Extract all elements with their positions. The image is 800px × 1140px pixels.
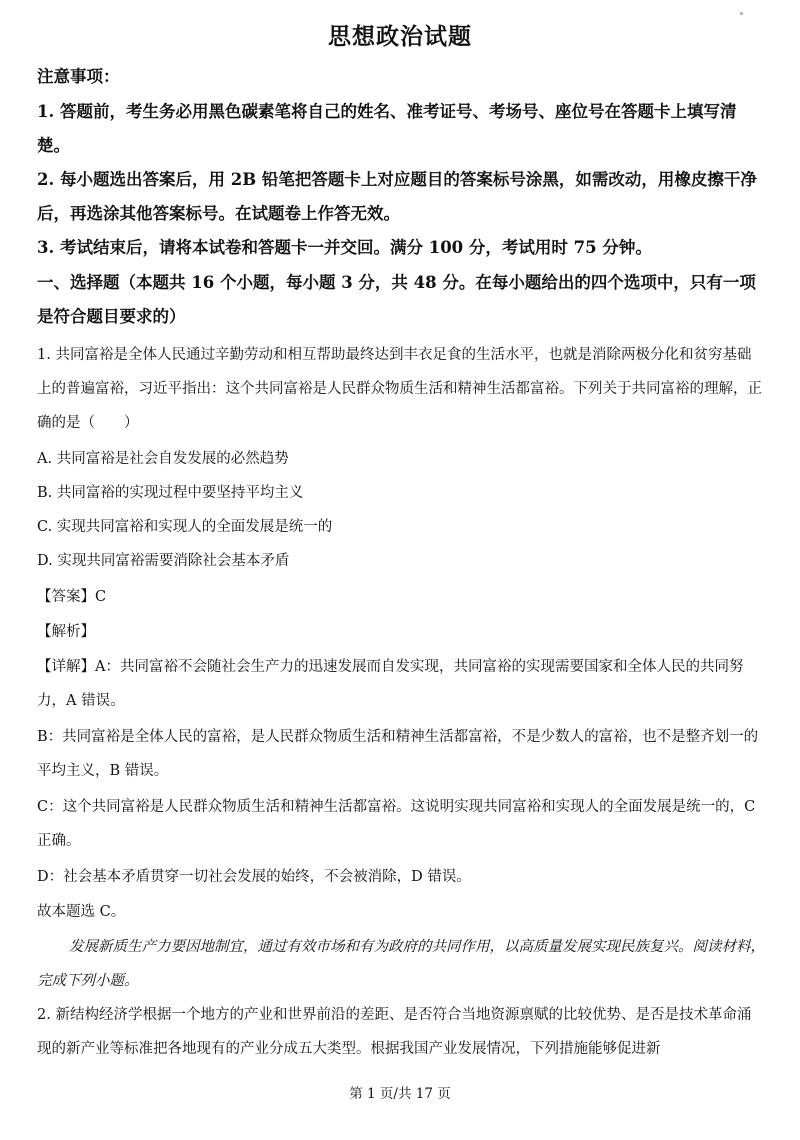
question-1-option-a: A. 共同富裕是社会自发发展的必然趋势	[37, 451, 289, 467]
question-1-detail-c: C：这个共同富裕是人民群众物质生活和精神生活都富裕。这说明实现共同富裕和实现人的全面发展是统一的，C 正确。	[37, 799, 756, 849]
notes-heading: 注意事项：	[37, 67, 120, 86]
question-1-option-d: D. 实现共同富裕需要消除社会基本矛盾	[37, 553, 290, 569]
question-1-answer: 【答案】C	[37, 589, 107, 605]
question-1-detail-a: 【详解】A：共同富裕不会随社会生产力的迅速发展而自发实现，共同富裕的实现需要国家和全体人民的共同努力，A 错误。	[37, 659, 744, 709]
question-1-detail-d: D：社会基本矛盾贯穿一切社会发展的始终，不会被消除，D 错误。	[37, 869, 471, 885]
section-heading: 一、选择题（本题共 16 个小题，每小题 3 分，共 48 分。在每小题给出的四个选项中，只有一项是符合题目要求的）	[37, 273, 756, 326]
question-1-stem: 1. 共同富裕是全体人民通过辛勤劳动和相互帮助最终达到丰衣足食的生活水平，也就是消除两极分化和贫穷基础上的普遍富裕，习近平指出：这个共同富裕是人民群众物质生活和精神生活都富裕。下列关于共同富裕的理解，正确的是（ ）	[37, 347, 762, 431]
reading-material: 发展新质生产力要因地制宜，通过有效市场和有为政府的共同作用，以高质量发展实现民族复兴。阅读材料，完成下列小题。	[37, 939, 765, 989]
question-1-analysis-label: 【解析】	[37, 624, 95, 640]
question-1-option-c: C. 实现共同富裕和实现人的全面发展是统一的	[37, 519, 333, 535]
page-title: 思想政治试题	[328, 24, 472, 50]
question-2-stem: 2. 新结构经济学根据一个地方的产业和世界前沿的差距、是否符合当地资源禀赋的比较优势、是否是技术革命涌现的新产业等标准把各地现有的产业分成五大类型。根据我国产业发展情况，下列措施能够促进新	[37, 1007, 752, 1057]
question-1-conclusion: 故本题选 C。	[37, 904, 126, 920]
note-item-3: 3. 考试结束后，请将本试卷和答题卡一并交回。满分 100 分，考试用时 75 分钟。	[37, 238, 652, 257]
page-number: 第 1 页/共 17 页	[349, 1086, 451, 1102]
note-item-1: 1. 答题前，考生务必用黑色碳素笔将自己的姓名、准考证号、考场号、座位号在答题卡上填写清楚。	[37, 102, 737, 155]
note-item-2: 2. 每小题选出答案后，用 2B 铅笔把答题卡上对应题目的答案标号涂黑，如需改动，用橡皮擦干净后，再选涂其他答案标号。在试题卷上作答无效。	[37, 170, 757, 223]
question-1-detail-b: B：共同富裕是全体人民的富裕，是人民群众物质生活和精神生活都富裕，不是少数人的富裕，也不是整齐划一的平均主义，B 错误。	[37, 729, 759, 779]
scan-dot	[740, 12, 743, 15]
question-1-option-b: B. 共同富裕的实现过程中要坚持平均主义	[37, 485, 304, 501]
